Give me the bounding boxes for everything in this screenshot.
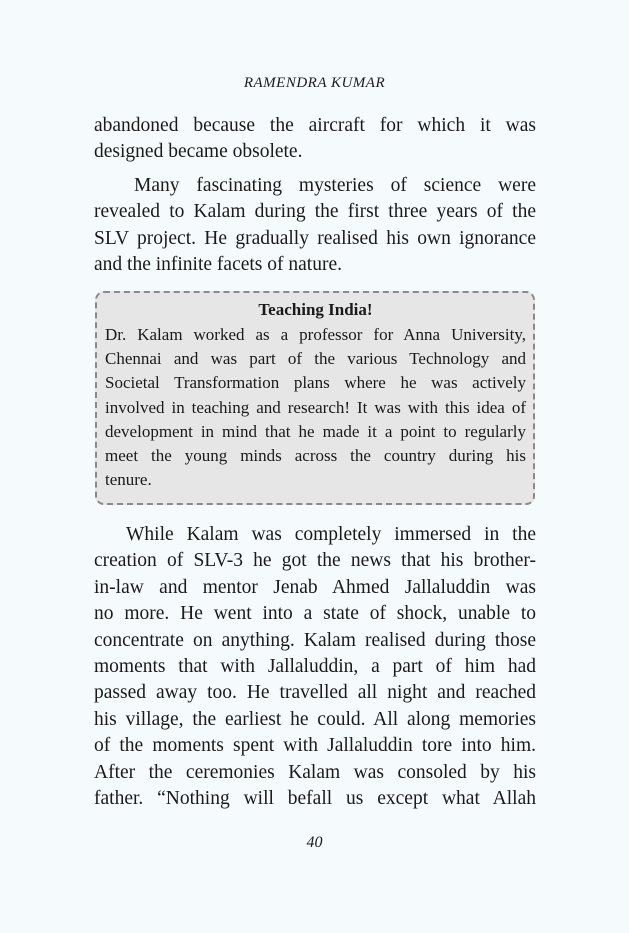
- sidebar-box: [95, 291, 535, 505]
- text-line: involved in teaching and research! It was with this idea of: [105, 397, 526, 417]
- text-line: no more. He went into a state of shock, unable to: [94, 603, 536, 625]
- paragraph-mysteries: [94, 173, 536, 279]
- running-header: RAMENDRA KUMAR: [243, 75, 386, 91]
- text-line: meet the young minds across the country during his: [105, 446, 526, 466]
- paragraph-jallaluddin: [94, 522, 536, 812]
- page-number: 40: [306, 834, 323, 851]
- text-line: After the ceremonies Kalam was consoled by his: [94, 761, 536, 783]
- text-line: Many fascinating mysteries of science were: [134, 175, 536, 196]
- text-line: SLV project. He gradually realised his own ignorance: [94, 227, 536, 249]
- text-line: development in mind that he made it a point to regularly: [105, 421, 526, 441]
- text-line: designed became obsolete.: [94, 141, 303, 163]
- text-line: Societal Transformation plans where he was actively: [105, 373, 526, 393]
- text-line: Dr. Kalam worked as a professor for Anna University,: [105, 325, 526, 344]
- text-line: father. “Nothing will befall us except what Allah: [94, 788, 536, 810]
- text-line: of the moments spent with Jallaluddin tore into him.: [94, 735, 536, 757]
- text-line: in-law and mentor Jenab Ahmed Jallaluddin was: [94, 576, 536, 598]
- text-line: revealed to Kalam during the first three years of the: [94, 201, 536, 223]
- text-line: moments that with Jallaluddin, a part of him had: [94, 656, 536, 678]
- text-line: tenure.: [105, 470, 152, 490]
- text-line: Chennai and was part of the various Technology and: [105, 349, 526, 369]
- text-line: While Kalam was completely immersed in the: [126, 524, 536, 545]
- sidebar-text: [105, 323, 526, 492]
- text-line: his village, the earliest he could. All along memories: [94, 708, 536, 730]
- text-line: creation of SLV-3 he got the news that his brother-: [94, 550, 536, 572]
- text-line: passed away too. He travelled all night and reached: [94, 682, 536, 704]
- paragraph-continued: [94, 113, 536, 166]
- text-line: concentrate on anything. Kalam realised during those: [94, 629, 536, 651]
- text-line: abandoned because the aircraft for which it was: [94, 115, 536, 136]
- sidebar-title: Teaching India!: [258, 300, 373, 319]
- text-line: and the infinite facets of nature.: [94, 254, 342, 276]
